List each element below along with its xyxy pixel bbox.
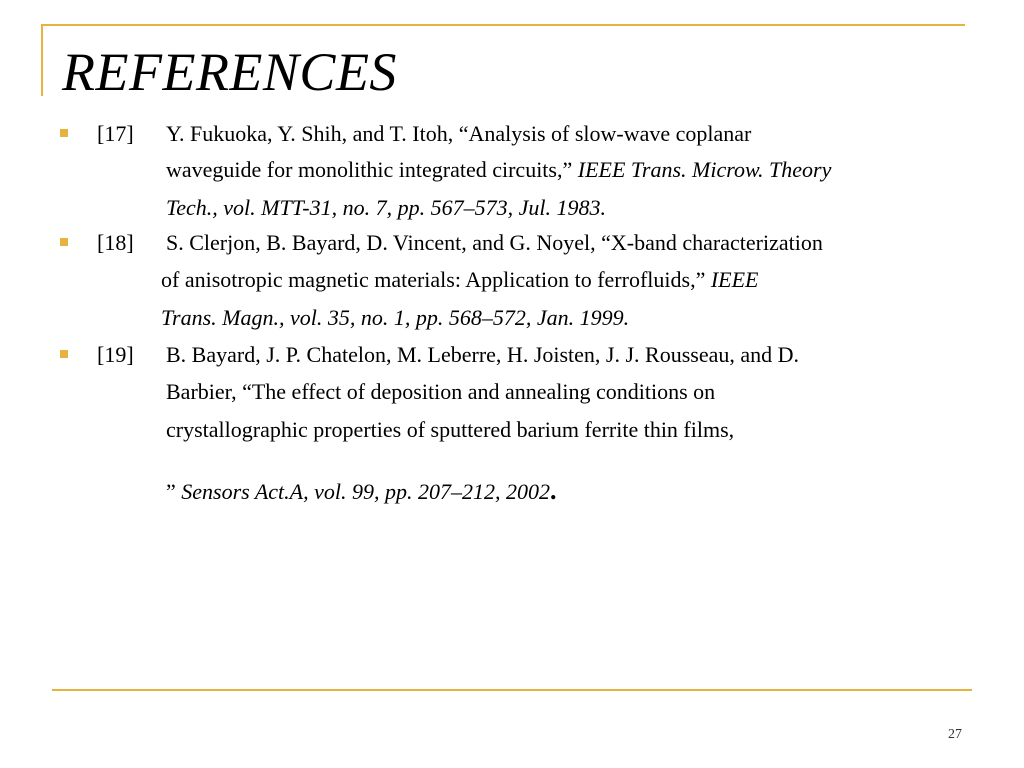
square-bullet-icon	[60, 350, 68, 358]
reference-text: Y. Fukuoka, Y. Shih, and T. Itoh, “Analysis of slow-wave coplanar	[166, 121, 752, 146]
reference-line	[161, 305, 629, 331]
reference-trailing-period: .	[549, 476, 557, 505]
page-number: 27	[948, 727, 962, 742]
reference-line	[166, 230, 823, 256]
reference-text: S. Clerjon, B. Bayard, D. Vincent, and G. Noyel, “X-band characterization	[166, 230, 823, 255]
slide-title: REFERENCES	[62, 42, 397, 102]
reference-line	[166, 478, 556, 505]
reference-line	[166, 121, 751, 147]
square-bullet-icon	[60, 238, 68, 246]
square-bullet-icon	[60, 129, 68, 137]
footer-divider	[52, 689, 972, 691]
reference-line	[166, 195, 606, 221]
reference-text: Barbier, “The effect of deposition and annealing conditions on	[166, 379, 716, 404]
reference-journal-text: IEEE Trans. Microw. Theory	[577, 157, 832, 182]
reference-journal-text: Tech., vol. MTT-31, no. 7, pp. 567–573, Jul. 1983.	[166, 195, 606, 220]
reference-line	[166, 342, 799, 368]
reference-number: [17]	[97, 121, 134, 146]
left-border-rule	[41, 24, 43, 96]
reference-text: crystallographic properties of sputtered barium ferrite thin films,	[166, 417, 735, 442]
top-border-rule	[41, 24, 965, 26]
reference-journal-text: Trans. Magn., vol. 35, no. 1, pp. 568–572, Jan. 1999.	[161, 305, 630, 330]
reference-journal-text: IEEE	[710, 267, 759, 292]
reference-line	[166, 417, 734, 443]
reference-journal-text: Sensors Act.A, vol. 99, pp. 207–212, 2002	[181, 479, 550, 504]
reference-text: waveguide for monolithic integrated circuits,”	[166, 157, 578, 182]
reference-line	[166, 379, 715, 405]
reference-line	[161, 267, 759, 293]
reference-line	[166, 157, 831, 183]
reference-text: B. Bayard, J. P. Chatelon, M. Leberre, H. Joisten, J. J. Rousseau, and D.	[166, 342, 800, 367]
reference-number: [19]	[97, 342, 134, 367]
reference-text: ”	[166, 479, 182, 504]
reference-number: [18]	[97, 230, 134, 255]
reference-text: of anisotropic magnetic materials: Application to ferrofluids,”	[161, 267, 711, 292]
